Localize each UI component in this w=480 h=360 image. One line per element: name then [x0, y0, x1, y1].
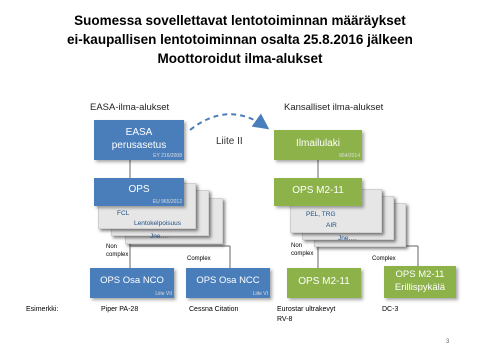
- ops-nco-label: OPS Osa NCO: [100, 275, 164, 286]
- national-stack-item-air: AIR: [326, 222, 337, 229]
- national-stack-item-pel: PEL, TRG: [306, 211, 336, 218]
- easa-stack-item-airworthiness: Lentokelpoisuus: [134, 220, 181, 227]
- easa-ops-box: [94, 178, 184, 206]
- national-non-complex-line-2: complex: [291, 251, 314, 257]
- annex-arrow: [190, 114, 266, 130]
- title-line-3: Moottoroidut ilma-alukset: [157, 51, 323, 66]
- easa-ops-label: OPS: [128, 184, 150, 195]
- national-heading: Kansalliset ilma-alukset: [284, 102, 384, 113]
- ops-ncc-ref: Liite VI: [252, 291, 268, 297]
- aviation-act-label: Ilmailulaki: [296, 138, 340, 149]
- basic-reg-line-1: EASA: [125, 127, 153, 138]
- basic-reg-ref: EY 216/2008: [153, 153, 182, 159]
- easa-non-complex-line-1: Non: [106, 244, 118, 250]
- easa-stack-item-etc: Jne….: [150, 233, 169, 240]
- national-ops-m211-label: OPS M2-11: [298, 276, 350, 287]
- example-cessna: Cessna Citation: [189, 306, 239, 313]
- ops-nco-ref: Liite VII: [155, 291, 172, 297]
- national-ops-label: OPS M2-11: [292, 185, 344, 196]
- special-section-line-2: Erillispykälä: [394, 282, 446, 293]
- special-section-line-1: OPS M2-11: [395, 269, 445, 280]
- example-dc3: DC-3: [382, 306, 399, 313]
- easa-complex-label: Complex: [187, 256, 211, 262]
- aviation-act-box: [274, 130, 362, 160]
- national-complex-label: Complex: [372, 256, 396, 262]
- ops-ncc-label: OPS Osa NCC: [196, 275, 260, 286]
- ops-nco-box: [90, 268, 174, 298]
- easa-stack-item-fcl: FCL: [117, 210, 130, 217]
- easa-non-complex-line-2: complex: [106, 252, 129, 258]
- annex-label: Liite II: [216, 136, 243, 147]
- example-rv8: RV-8: [277, 316, 293, 323]
- easa-ops-ref: EU 965/2012: [152, 199, 182, 205]
- title-line-2: ei-kaupallisen lentotoiminnan osalta 25.8.2016 jälkeen: [67, 32, 413, 47]
- example-piper: Piper PA-28: [101, 306, 139, 313]
- ops-ncc-box: [186, 268, 270, 298]
- aviation-act-ref: 864/2014: [339, 153, 360, 159]
- special-section-box: [384, 266, 456, 298]
- example-eurostar: Eurostar ultrakevyt: [277, 306, 336, 313]
- easa-heading: EASA-ilma-alukset: [90, 102, 170, 113]
- national-ops-m211-box: [287, 268, 361, 298]
- examples-label: Esimerkki:: [26, 306, 59, 313]
- national-non-complex-line-1: Non: [291, 243, 303, 249]
- basic-reg-line-2: perusasetus: [111, 140, 167, 151]
- easa-basic-regulation-box: [94, 120, 184, 160]
- national-stack-item-etc: Jne….: [338, 235, 357, 242]
- page-number: 3: [446, 339, 450, 345]
- national-ops-box: [274, 178, 362, 206]
- title-line-1: Suomessa sovellettavat lentotoiminnan määräykset: [74, 13, 406, 28]
